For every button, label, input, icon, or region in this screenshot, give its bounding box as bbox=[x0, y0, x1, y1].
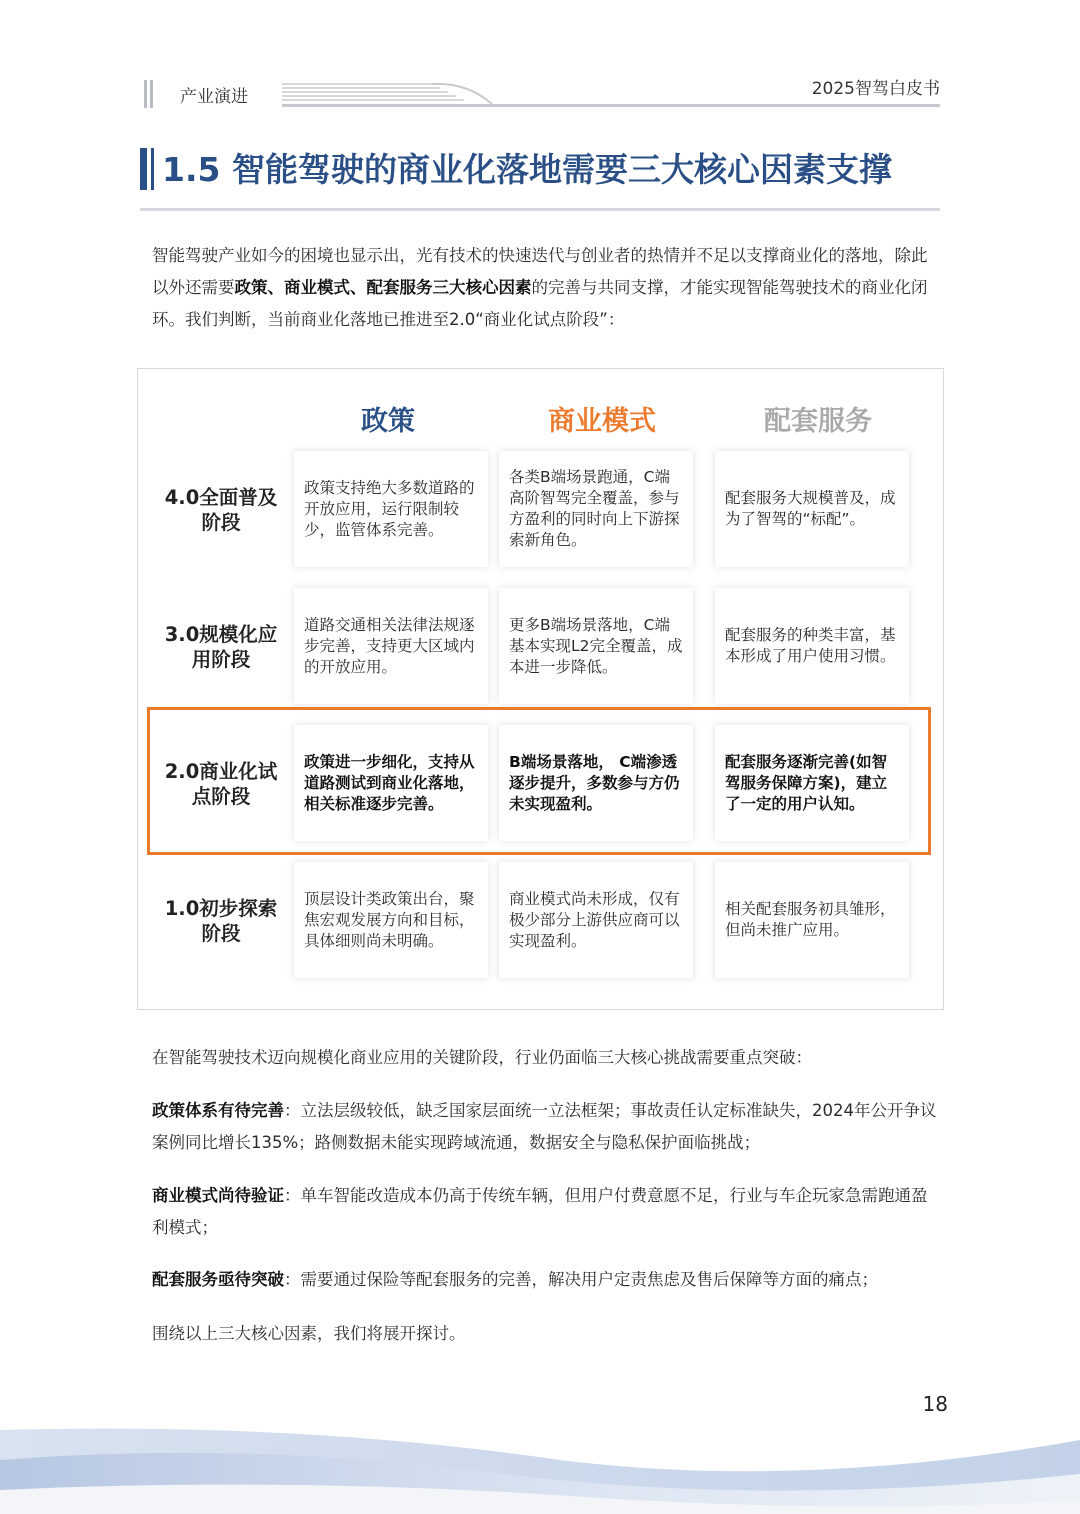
intro-text-2: 的完善与共同支撑，才能实现智能驾驶技术的商业化闭环。我们判断，当前商业化落地已推进至2.0“商业化试点阶段”： bbox=[152, 278, 928, 329]
challenge-text: ：需要通过保险等配套服务的完善，解决用户定责焦虑及售后保障等方面的痛点； bbox=[284, 1270, 878, 1289]
document-title: 2025智驾白皮书 bbox=[811, 79, 940, 99]
header-rule bbox=[282, 104, 940, 107]
challenge-policy bbox=[152, 1095, 942, 1159]
stage-label-3: 3.0规模化应用阶段 bbox=[164, 623, 278, 671]
matrix-cell: 配套服务逐渐完善(如智驾服务保障方案)，建立了一定的用户认知。 bbox=[715, 725, 909, 841]
title-accent-bar bbox=[140, 148, 147, 190]
intro-text-bold: 政策、商业模式、配套服务三大核心因素 bbox=[234, 278, 532, 297]
closing-text: 围绕以上三大核心因素，我们将展开探讨。 bbox=[152, 1324, 466, 1343]
challenge-label: 政策体系有待完善 bbox=[152, 1101, 284, 1120]
stage-label-2: 2.0商业化试点阶段 bbox=[164, 760, 278, 808]
current-stage-highlight bbox=[147, 707, 931, 855]
title-accent-bar-thin bbox=[151, 148, 154, 190]
intro-paragraph bbox=[152, 240, 942, 336]
matrix-cell: 顶层设计类政策出台，聚焦宏观发展方向和目标，具体细则尚未明确。 bbox=[294, 862, 488, 978]
challenge-label: 商业模式尚待验证 bbox=[152, 1186, 284, 1205]
challenge-text: ：立法层级较低，缺乏国家层面统一立法框架；事故责任认定标准缺失，2024年公开争议案例同比增长135%；路侧数据未能实现跨域流通，数据安全与隐私保护面临挑战； bbox=[152, 1101, 937, 1152]
matrix-cell: 政策进一步细化，支持从道路测试到商业化落地，相关标准逐步完善。 bbox=[294, 725, 488, 841]
matrix-cell: B端场景落地， C端渗透逐步提升，多数参与方仍未实现盈利。 bbox=[499, 725, 693, 841]
footer-wave-decoration bbox=[0, 1420, 1080, 1514]
page-number: 18 bbox=[922, 1392, 948, 1416]
stage-matrix bbox=[137, 368, 944, 1010]
matrix-cell: 相关配套服务初具雏形，但尚未推广应用。 bbox=[715, 862, 909, 978]
section-title: 1.5 智能驾驶的商业化落地需要三大核心因素支撑 bbox=[162, 150, 892, 189]
body-lead: 在智能驾驶技术迈向规模化商业应用的关键阶段，行业仍面临三大核心挑战需要重点突破： bbox=[152, 1048, 812, 1067]
challenge-text: ：单车智能改造成本仍高于传统车辆，但用户付费意愿不足，行业与车企玩家急需跑通盈利模式； bbox=[152, 1186, 928, 1237]
matrix-cell: 道路交通相关法律法规逐步完善，支持更大区域内的开放应用。 bbox=[294, 588, 488, 704]
header-section-label: 产业演进 bbox=[180, 87, 248, 107]
column-header-policy: 政策 bbox=[361, 406, 415, 437]
title-rule bbox=[140, 208, 940, 211]
matrix-cell: 配套服务的种类丰富，基本形成了用户使用习惯。 bbox=[715, 588, 909, 704]
intro-text-1: 智能驾驶产业如今的困境也显示出，光有技术的快速迭代与创业者的热情并不足以支撑商业化的落地，除此以外还需要 bbox=[152, 246, 928, 297]
matrix-cell: 商业模式尚未形成，仅有极少部分上游供应商可以实现盈利。 bbox=[499, 862, 693, 978]
challenge-services bbox=[152, 1264, 942, 1296]
stage-label-1: 1.0初步探索阶段 bbox=[164, 897, 278, 945]
header-marker bbox=[144, 80, 154, 108]
column-header-services: 配套服务 bbox=[764, 406, 872, 437]
matrix-cell: 政策支持绝大多数道路的开放应用，运行限制较少，监管体系完善。 bbox=[294, 451, 488, 567]
challenge-label: 配套服务亟待突破 bbox=[152, 1270, 284, 1289]
matrix-cell: 更多B端场景落地，C端基本实现L2完全覆盖，成本进一步降低。 bbox=[499, 588, 693, 704]
column-header-business-model: 商业模式 bbox=[548, 406, 656, 437]
matrix-cell: 配套服务大规模普及，成为了智驾的“标配”。 bbox=[715, 451, 909, 567]
challenge-business bbox=[152, 1180, 942, 1244]
stage-label-4: 4.0全面普及阶段 bbox=[164, 486, 278, 534]
matrix-cell: 各类B端场景跑通，C端高阶智驾完全覆盖，参与方盈利的同时向上下游探索新角色。 bbox=[499, 451, 693, 567]
